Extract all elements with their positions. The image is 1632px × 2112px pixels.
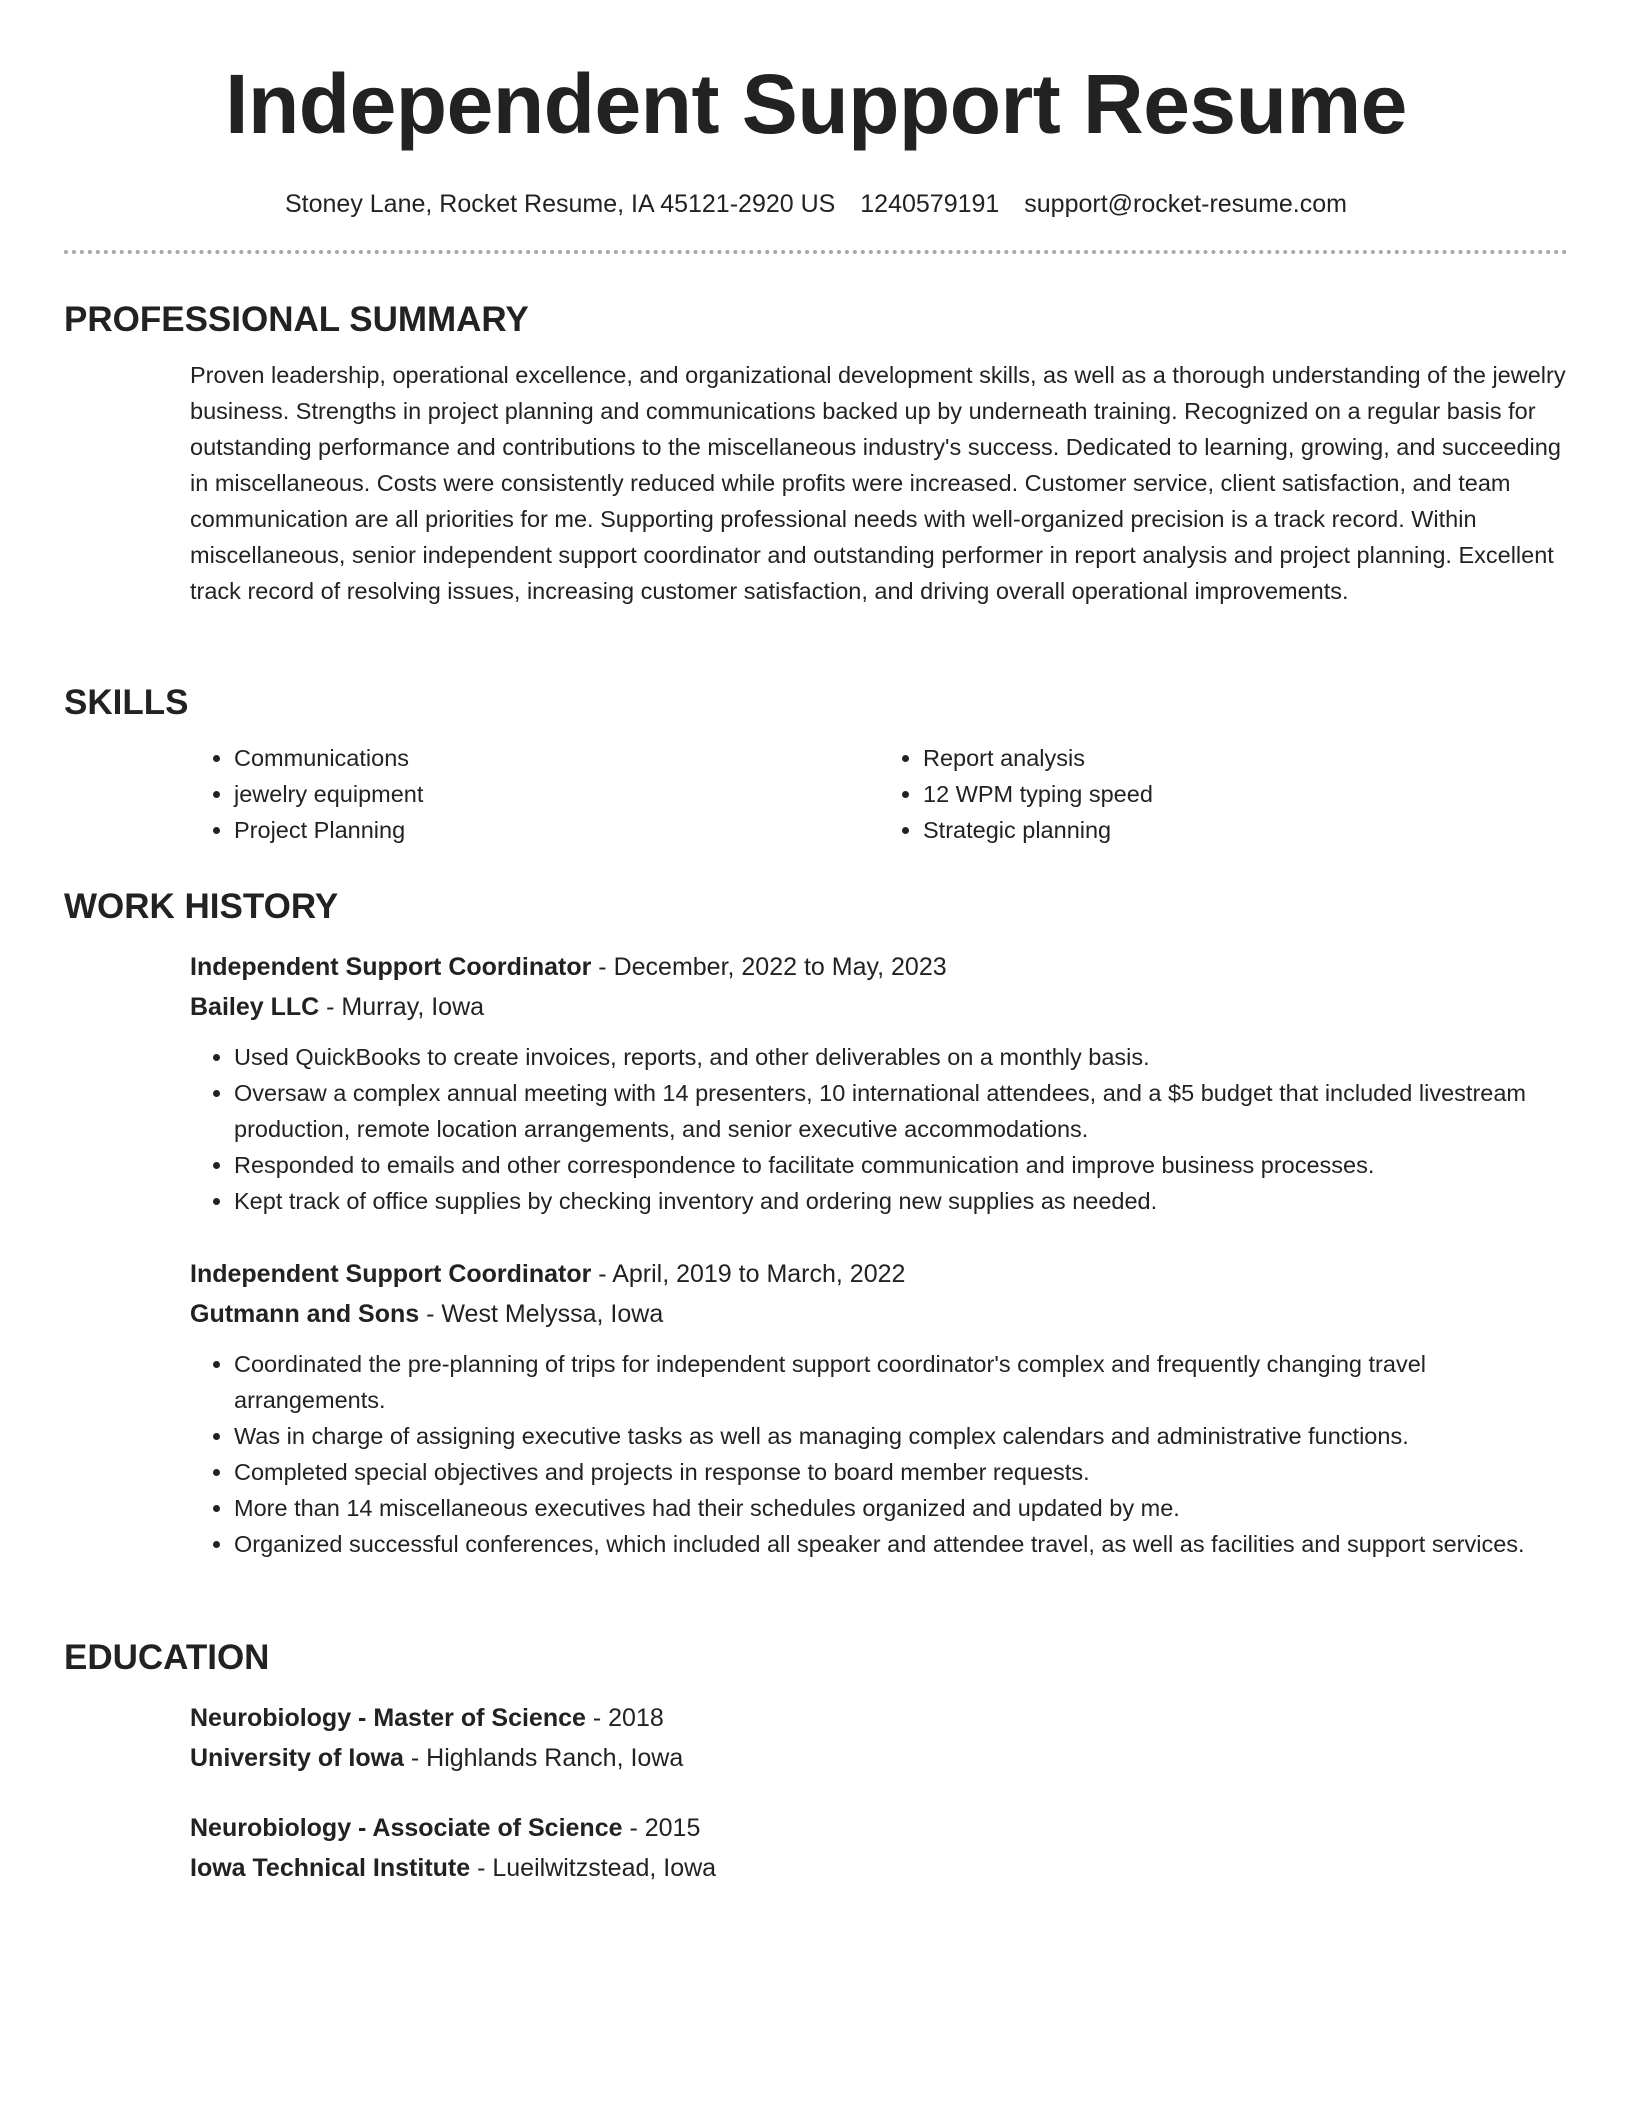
job-company-line <box>190 1294 1568 1334</box>
skills-section <box>64 681 1568 848</box>
skill-item: • 12 WPM typing speed <box>923 776 1568 812</box>
resume-title: Independent Support Resume <box>225 57 1407 151</box>
job-entry <box>190 1254 1568 1562</box>
contact-line <box>64 188 1568 220</box>
header-divider <box>64 250 1568 254</box>
summary-text: Proven leadership, operational excellence, and organizational development skills, as well as a thorough understanding of the jewelry business. Strengths in project planning and communications backed up by underneath training. Recognized on a regular basis for outstanding performance and contributions to the miscellaneous industry's success. Dedicated to learning, growing, and succeeding in miscellaneous. Costs were consistently reduced while profits were increased. Customer service, client satisfaction, and team communication are all priorities for me. Supporting professional needs with well-organized precision is a track record. Within miscellaneous, senior independent support coordinator and outstanding performer in report analysis and project planning. Excellent track record of resolving issues, increasing customer satisfaction, and driving overall operational improvements. <box>190 362 1566 604</box>
job-bullet: • Was in charge of assigning executive tasks as well as managing complex calendars and administrative functions. <box>234 1418 1568 1454</box>
education-degree: Neurobiology - Associate of Science <box>190 1814 623 1842</box>
job-bullet: • Used QuickBooks to create invoices, reports, and other deliverables on a monthly basis. <box>234 1039 1568 1075</box>
skill-item: • Strategic planning <box>923 812 1568 848</box>
education-year: - 2015 <box>622 1814 701 1842</box>
education-entry <box>190 1698 1568 1778</box>
education-degree-line <box>190 1698 1568 1738</box>
skills-list-left <box>190 740 879 848</box>
job-bullet: • Coordinated the pre-planning of trips for independent support coordinator's complex and frequently changing travel arrangements. <box>234 1346 1568 1418</box>
education-degree-line <box>190 1808 1568 1848</box>
job-dates: - April, 2019 to March, 2022 <box>591 1260 906 1288</box>
job-entry <box>190 947 1568 1219</box>
job-bullet: • More than 14 miscellaneous executives had their schedules organized and updated by me. <box>234 1490 1568 1526</box>
skills-list-right <box>879 740 1568 848</box>
job-title-line <box>190 947 1568 987</box>
skill-item: • Report analysis <box>923 740 1568 776</box>
section-heading-summary: PROFESSIONAL SUMMARY <box>64 300 529 339</box>
job-bullet: • Oversaw a complex annual meeting with 14 presenters, 10 international attendees, and a $5 budget that included livestream production, remote location arrangements, and senior executive accommodations. <box>234 1075 1568 1147</box>
professional-summary-section <box>64 298 1568 609</box>
section-heading-education: EDUCATION <box>64 1638 270 1677</box>
education-year: - 2018 <box>585 1704 664 1732</box>
job-bullet: • Responded to emails and other correspondence to facilitate communication and improve business processes. <box>234 1147 1568 1183</box>
education-location: - Lueilwitzstead, Iowa <box>470 1854 717 1882</box>
section-heading-work: WORK HISTORY <box>64 887 339 926</box>
section-heading-skills: SKILLS <box>64 683 189 722</box>
resume-page <box>64 0 1568 1882</box>
education-location: - Highlands Ranch, Iowa <box>403 1744 684 1772</box>
contact-phone: 1240579191 <box>860 190 1000 218</box>
job-bullets <box>190 1039 1568 1219</box>
skill-item: • Communications <box>234 740 879 776</box>
education-section <box>64 1636 1568 1888</box>
skill-item: • jewelry equipment <box>234 776 879 812</box>
job-bullet: • Kept track of office supplies by checking inventory and ordering new supplies as needed. <box>234 1183 1568 1219</box>
job-bullet: • Completed special objectives and projects in response to board member requests. <box>234 1454 1568 1490</box>
education-school: University of Iowa <box>190 1744 404 1772</box>
education-school: Iowa Technical Institute <box>190 1854 471 1882</box>
job-bullet: • Organized successful conferences, which included all speaker and attendee travel, as well as facilities and support services. <box>234 1526 1568 1562</box>
education-school-line <box>190 1848 1568 1888</box>
job-title: Independent Support Coordinator <box>190 1260 592 1288</box>
education-entry <box>190 1808 1568 1888</box>
contact-address: Stoney Lane, Rocket Resume, IA 45121-2920 US <box>284 190 836 218</box>
job-bullets <box>190 1346 1568 1562</box>
work-history-section <box>64 885 1568 1562</box>
contact-email: support@rocket-resume.com <box>1024 190 1347 218</box>
job-company-line <box>190 987 1568 1027</box>
job-location: - Murray, Iowa <box>319 993 485 1021</box>
job-company: Bailey LLC <box>190 993 320 1021</box>
job-title: Independent Support Coordinator <box>190 953 592 981</box>
job-company: Gutmann and Sons <box>190 1300 420 1328</box>
job-title-line <box>190 1254 1568 1294</box>
skill-item: • Project Planning <box>234 812 879 848</box>
education-degree: Neurobiology - Master of Science <box>190 1704 586 1732</box>
job-location: - West Melyssa, Iowa <box>419 1300 664 1328</box>
skills-grid <box>190 740 1568 848</box>
job-dates: - December, 2022 to May, 2023 <box>591 953 947 981</box>
education-school-line <box>190 1738 1568 1778</box>
